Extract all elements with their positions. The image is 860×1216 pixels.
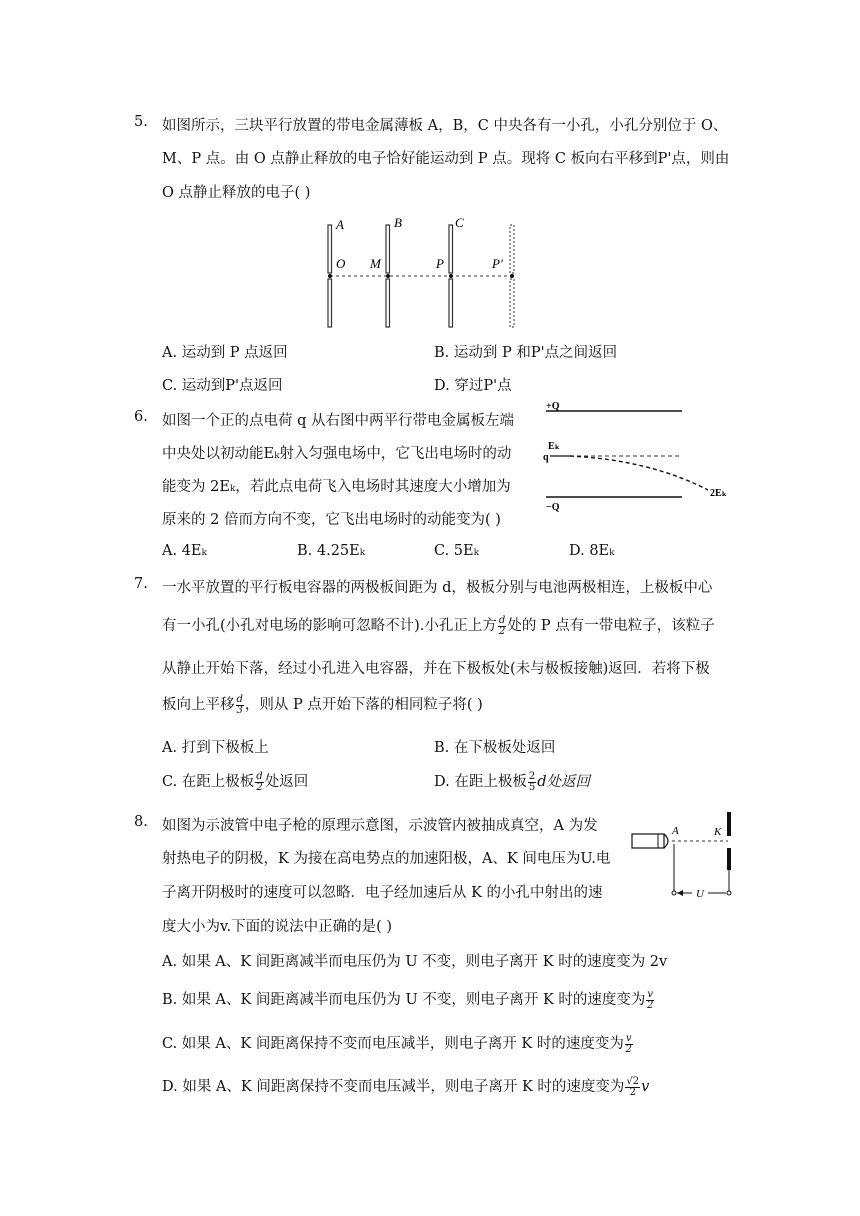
anode-label: K bbox=[714, 826, 722, 838]
question-number: 5. bbox=[134, 114, 148, 130]
question-text-line: 度大小为v.下面的说法中正确的是( ) bbox=[162, 919, 393, 935]
option-d[interactable]: D. 穿过P'点 bbox=[434, 378, 512, 394]
option-c[interactable]: C. 运动到P'点返回 bbox=[162, 378, 283, 394]
point-label-m: M bbox=[370, 256, 381, 271]
fraction-d-over-2: $\frac{d}{2}$ bbox=[498, 614, 506, 637]
question-number: 7. bbox=[134, 576, 148, 592]
option-c[interactable]: C. 如果 A、K 间距离保持不变而电压减半，则电子离开 K 时的速度变为 $\frac{v}{2}$ bbox=[162, 1032, 632, 1055]
question-text-line: 如图为示波管中电子枪的原理示意图，示波管内被抽成真空，A 为发 bbox=[162, 818, 598, 834]
question-text-line: O 点静止释放的电子( ) bbox=[162, 185, 311, 201]
plate-label-positive: +Q bbox=[546, 401, 560, 412]
option-a[interactable]: A. 打到下极板上 bbox=[162, 740, 269, 756]
plates-diagram bbox=[318, 213, 528, 331]
option-d[interactable]: D. 在距上极板 $\frac{2}{5}$ d处返回 bbox=[434, 770, 590, 793]
fraction-v-over-2: $\frac{v}{2}$ bbox=[625, 1032, 632, 1055]
voltage-label: U bbox=[696, 888, 704, 900]
fraction-root2-over-2: $\frac{√2}{2}$ bbox=[626, 1075, 640, 1098]
question-text-line: 中央处以初动能Eₖ射入匀强电场中，它飞出电场时的动 bbox=[162, 446, 512, 462]
question-text-line: 射热电子的阴极，K 为接在高电势点的加速阳极，A、K 间电压为U.电 bbox=[162, 851, 611, 867]
option-c[interactable]: C. 5Eₖ bbox=[434, 543, 479, 559]
exit-energy-label: 2Eₖ bbox=[710, 488, 727, 499]
question-text-line: 板向上平移 $\frac{d}{3}$ ，则从 P 点开始下落的相同粒子将( ) bbox=[162, 693, 483, 716]
option-a[interactable]: A. 4Eₖ bbox=[162, 543, 207, 559]
plate-label-c: C bbox=[455, 215, 464, 230]
option-d[interactable]: D. 如果 A、K 间距离保持不变而电压减半，则电子离开 K 时的速度变为 $\frac{√2}{2}$ v bbox=[162, 1075, 650, 1098]
question-number: 6. bbox=[134, 409, 148, 425]
option-b[interactable]: B. 运动到 P 和P'点之间返回 bbox=[434, 345, 618, 361]
question-text-line: 能变为 2Eₖ，若此点电荷飞入电场时其速度大小增加为 bbox=[162, 479, 511, 495]
point-label-p: P bbox=[436, 256, 444, 271]
fraction-d-over-2: $\frac{d}{2}$ bbox=[256, 770, 263, 793]
option-c[interactable]: C. 在距上极板 $\frac{d}{2}$ 处返回 bbox=[162, 770, 309, 793]
option-b[interactable]: B. 如果 A、K 间距离减半而电压仍为 U 不变，则电子离开 K 时的速度变为 $\frac{v}{2}$ bbox=[162, 988, 654, 1011]
question-text-line: 有一小孔(小孔对电场的影响可忽略不计).小孔正上方 $\frac{d}{2}$ 处的 P 点有一带电粒子，该粒子 bbox=[162, 614, 715, 637]
plate-label-a: A bbox=[336, 217, 344, 232]
question-text-line: 从静止开始下落，经过小孔进入电容器，并在下极板处(未与极板接触)返回．若将下极 bbox=[162, 661, 710, 677]
option-d[interactable]: D. 8Eₖ bbox=[569, 543, 615, 559]
cathode-label: A bbox=[672, 825, 679, 837]
charge-label: q bbox=[543, 452, 549, 463]
question-text-line: 如图一个正的点电荷 q 从右图中两平行带电金属板左端 bbox=[162, 413, 514, 429]
plate-label-negative: −Q bbox=[546, 502, 560, 513]
question-number: 8. bbox=[134, 814, 148, 830]
question-text-line: 如图所示，三块平行放置的带电金属薄板 A，B，C 中央各有一小孔，小孔分别位于 O、 bbox=[162, 118, 728, 134]
fraction-2-over-5: $\frac{2}{5}$ bbox=[528, 770, 536, 793]
question-text-line: M、P 点。由 O 点静止释放的电子恰好能运动到 P 点。现将 C 板向右平移到P'点，则由 bbox=[162, 151, 730, 167]
question-text-line: 一水平放置的平行板电容器的两极板间距为 d，极板分别与电池两极相连，上极板中心 bbox=[162, 580, 713, 596]
question-text-line: 子离开阴极时的速度可以忽略．电子经加速后从 K 的小孔中射出的速 bbox=[162, 885, 603, 901]
option-b[interactable]: B. 在下极板处返回 bbox=[434, 740, 556, 756]
fraction-v-over-2: $\frac{v}{2}$ bbox=[647, 988, 654, 1011]
option-b[interactable]: B. 4.25Eₖ bbox=[297, 543, 366, 559]
deflection-diagram bbox=[540, 398, 745, 513]
point-label-p-prime: P' bbox=[492, 256, 503, 271]
electron-gun-diagram bbox=[628, 808, 743, 903]
fraction-d-over-3: $\frac{d}{3}$ bbox=[236, 693, 243, 716]
plate-label-b: B bbox=[394, 215, 402, 230]
point-label-o: O bbox=[336, 256, 346, 271]
option-a[interactable]: A. 运动到 P 点返回 bbox=[162, 345, 288, 361]
question-text-line: 原来的 2 倍而方向不变，它飞出电场时的动能变为( ) bbox=[162, 512, 501, 528]
option-a[interactable]: A. 如果 A、K 间距离减半而电压仍为 U 不变，则电子离开 K 时的速度变为 2v bbox=[162, 954, 668, 970]
kinetic-energy-label: Eₖ bbox=[548, 441, 560, 452]
